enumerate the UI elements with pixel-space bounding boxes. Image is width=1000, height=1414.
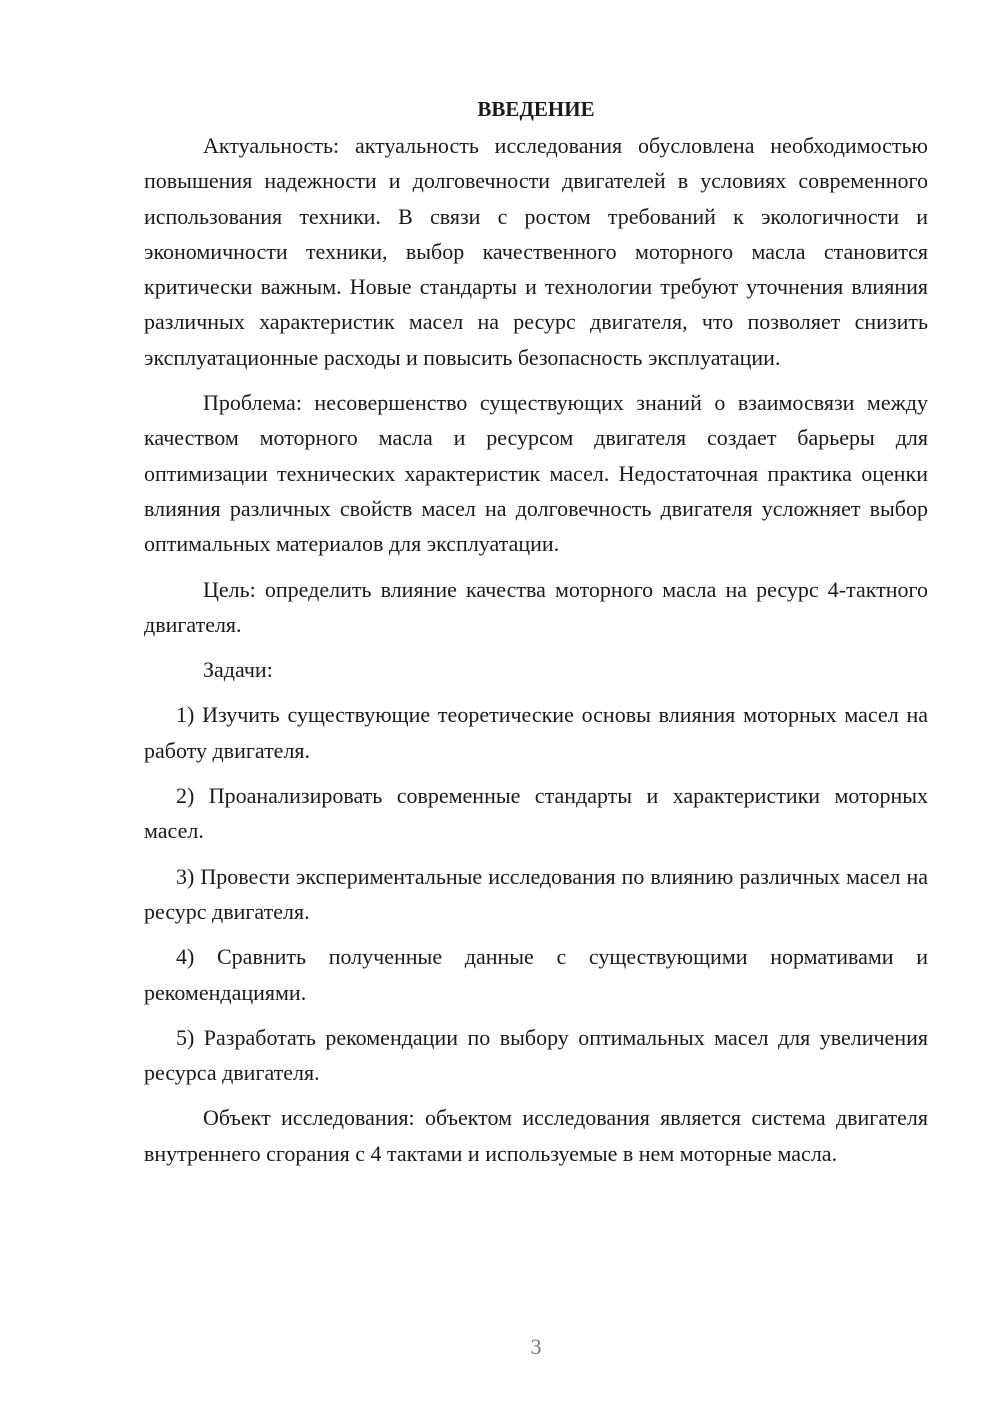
task-item: 3) Провести экспериментальные исследования по влиянию различных масел на ресурс двигателя. xyxy=(144,863,928,924)
tasks-label: Задачи: xyxy=(203,657,273,683)
goal-paragraph: Цель: определить влияние качества моторного масла на ресурс 4-тактного двигателя. xyxy=(144,576,928,637)
page-content xyxy=(144,92,928,1181)
problem-paragraph: Проблема: несовершенство существующих знаний о взаимосвязи между качеством моторного масла и ресурсом двигателя создает барьеры для оптимизации технических характеристик масел. Недостаточная практика оценки влияния различных свойств масел на долговечность двигателя усложняет выбор оптимальных материалов для эксплуатации. xyxy=(144,390,928,557)
task-item: 1) Изучить существующие теоретические основы влияния моторных масел на работу двигателя. xyxy=(144,702,928,763)
object-paragraph: Объект исследования: объектом исследования является система двигателя внутреннего сгорания с 4 тактами и используемые в нем моторные масла. xyxy=(144,1105,928,1166)
task-item: 2) Проанализировать современные стандарты и характеристики моторных масел. xyxy=(144,783,928,844)
section-heading: ВВЕДЕНИЕ xyxy=(477,97,595,121)
task-item: 5) Разработать рекомендации по выбору оптимальных масел для увеличения ресурса двигателя. xyxy=(144,1024,928,1086)
task-item: 4) Сравнить полученные данные с существующими нормативами и рекомендациями. xyxy=(144,944,928,1005)
relevance-paragraph: Актуальность: актуальность исследования обусловлена необходимостью повышения надежности и долговечности двигателей в условиях современного использования техники. В связи с ростом требований к экологичности и экономичности техники, выбор качественного моторного масла становится критически важным. Новые стандарты и технологии требуют уточнения влияния различных характеристик масел на ресурс двигателя, что позволяет снизить эксплуатационные расходы и повысить безопасность эксплуатации. xyxy=(144,133,928,370)
page-number: 3 xyxy=(530,1334,542,1359)
